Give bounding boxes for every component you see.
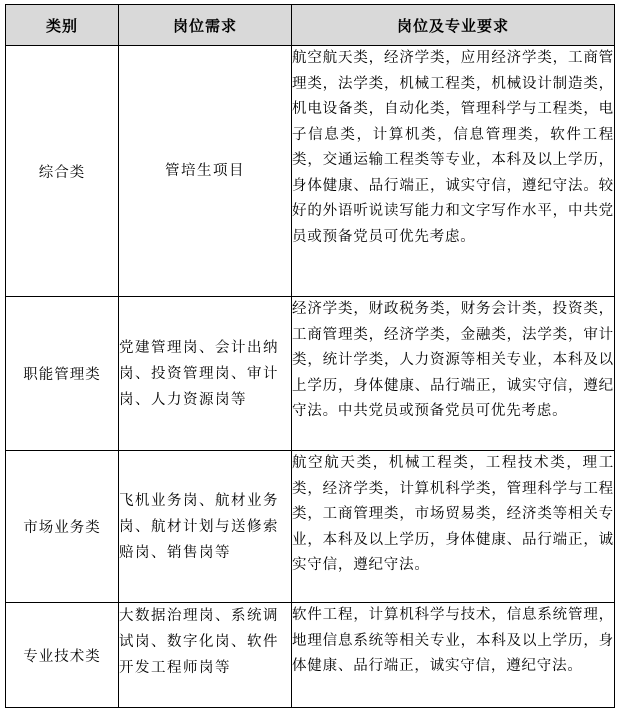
table-header-row	[6, 5, 615, 46]
table-row	[6, 46, 615, 297]
header-positions: 岗位需求	[119, 5, 292, 46]
category-cell: 综合类	[6, 46, 119, 297]
job-requirements-table	[5, 4, 615, 708]
category-cell: 市场业务类	[6, 451, 119, 603]
positions-cell: 党建管理岗、会计出纳岗、投资管理岗、审计岗、人力资源岗等	[119, 297, 292, 451]
table-row	[6, 297, 615, 451]
category-cell: 专业技术类	[6, 603, 119, 708]
requirements-cell: 航空航天类，机械工程类，工程技术类，理工类，经济学类，计算机科学类，管理科学与工程类，工商管理类，市场贸易类，经济类等相关专业，本科及以上学历，身体健康、品行端正，诚实守信，遵纪守法。	[292, 451, 615, 603]
table-row	[6, 451, 615, 603]
table-row	[6, 603, 615, 708]
header-requirements: 岗位及专业要求	[292, 5, 615, 46]
positions-cell: 管培生项目	[119, 46, 292, 297]
header-category: 类别	[6, 5, 119, 46]
positions-cell: 飞机业务岗、航材业务岗、航材计划与送修索赔岗、销售岗等	[119, 451, 292, 603]
positions-cell: 大数据治理岗、系统调试岗、数字化岗、软件开发工程师岗等	[119, 603, 292, 708]
requirements-cell: 航空航天类，经济学类，应用经济学类，工商管理类，法学类，机械工程类，机械设计制造类，机电设备类，自动化类，管理科学与工程类，电子信息类，计算机类，信息管理类，软件工程类，交通运输工程类等专业，本科及以上学历，身体健康、品行端正，诚实守信，遵纪守法。较好的外语听说读写能力和文字写作水平，中共党员或预备党员可优先考虑。	[292, 46, 615, 297]
requirements-cell: 软件工程，计算机科学与技术，信息系统管理，地理信息系统等相关专业，本科及以上学历，身体健康、品行端正，诚实守信，遵纪守法。	[292, 603, 615, 708]
requirements-cell: 经济学类，财政税务类，财务会计类，投资类，工商管理类，经济学类，金融类，法学类，审计类，统计学类，人力资源等相关专业，本科及以上学历，身体健康、品行端正，诚实守信，遵纪守法。中共党员或预备党员可优先考虑。	[292, 297, 615, 451]
category-cell: 职能管理类	[6, 297, 119, 451]
